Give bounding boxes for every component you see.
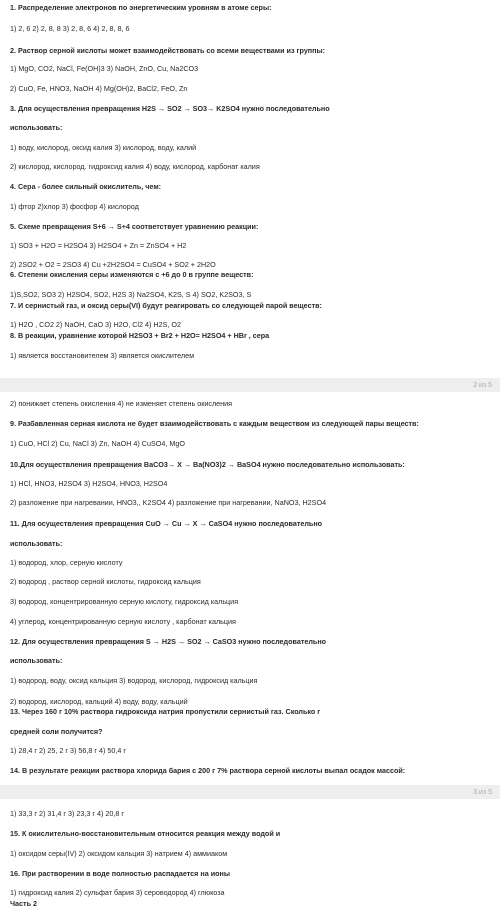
question-11: 11. Для осуществления превращения CuO → Cu → X → CaSO4 нужно последовательно	[10, 519, 323, 528]
question-9: 9. Разбавленная серная кислота не будет взаимодействовать с каждым веществом из следующей пары веществ:	[10, 419, 419, 428]
question-11-continuation: использовать:	[10, 539, 63, 548]
question-8: 8. В реакции, уравнение которой H2SO3 + Br2 + H2O= H2SO4 + HBr , сера	[10, 331, 270, 340]
question-6: 6. Степени окисления серы изменяются с +6 до 0 в группе веществ:	[10, 270, 254, 279]
page-break	[0, 378, 500, 392]
question-14: 14. В результате реакции раствора хлорида бария с 200 г 7% раствора серной кислоты выпал осадок массой:	[10, 766, 406, 775]
answer-options: 1) MgO, CO2, NaCl, Fe(OH)3 3) NaOH, ZnO, Cu, Na2CO3	[10, 64, 199, 73]
answer-options: 1) является восстановителем 3) является окислителем	[10, 351, 195, 360]
answer-options: 1) CuO, HCl 2) Cu, NaCl 3) Zn, NaOH 4) CuSO4, MgO	[10, 439, 185, 448]
answer-options: 1) воду, кислород, оксид калия 3) кислород, воду, калий	[10, 143, 197, 152]
answer-options: 1) HCl, HNO3, H2SO4 3) H2SO4, HNO3, H2SO4	[10, 479, 168, 488]
answer-options: 1) 33,3 г 2) 31,4 г 3) 23,3 г 4) 20,8 г	[10, 809, 124, 818]
question-5: 5. Схеме превращения S+6 → S+4 соответствует уравнению реакции:	[10, 222, 259, 231]
answer-option: 4) углерод, концентрированную серную кислоту , карбонат кальция	[10, 617, 236, 626]
question-3: 3. Для осуществления превращения H2S → SO2 → SO3→ K2SO4 нужно последовательно	[10, 104, 330, 113]
part-2-heading: Часть 2	[10, 899, 37, 908]
answer-option: 1) водород, хлор, серную кислоту	[10, 558, 123, 567]
page-marker: 3 из 5	[473, 789, 492, 796]
question-12: 12. Для осуществления превращения S → H2S → SO2 → CaSO3 нужно последовательно	[10, 637, 327, 646]
question-10: 10.Для осуществления превращения BaCO3→ X → Ba(NO3)2 → BaSO4 нужно последовательно использовать:	[10, 460, 405, 469]
question-1: 1. Распределение электронов по энергетическим уровням в атоме серы:	[10, 3, 272, 12]
answer-options: 1) 2, 6 2) 2, 8, 8 3) 2, 8, 6 4) 2, 8, 8, 6	[10, 24, 130, 33]
answer-option: 3) водород, концентрированную серную кислоту, гидроксид кальция	[10, 597, 239, 606]
question-7: 7. И сернистый газ, и оксид серы(VI) будут реагировать со следующей парой веществ:	[10, 301, 322, 310]
answer-options: 1)S,SO2, SO3 2) H2SO4, SO2, H2S 3) Na2SO4, K2S, S 4) SO2, K2SO3, S	[10, 290, 252, 299]
answer-options: 1) фтор 2)хлор 3) фосфор 4) кислород	[10, 202, 139, 211]
question-15: 15. К окислительно-восстановительным относится реакция между водой и	[10, 829, 281, 838]
question-3-continuation: использовать:	[10, 123, 63, 132]
answer-options: 1) SO3 + H2O = H2SO4 3) H2SO4 + Zn = ZnSO4 + H2	[10, 241, 187, 250]
answer-options: 2) 2SO2 + O2 = 2SO3 4) Cu +2H2SO4 = CuSO4 + SO2 + 2H2O	[10, 260, 216, 269]
answer-options: 1) H2O , CO2 2) NaOH, CaO 3) H2O, Cl2 4) H2S, O2	[10, 320, 181, 329]
answer-options: 2) водород, кислород, кальций 4) воду, воду, кальций	[10, 697, 188, 706]
page-break	[0, 785, 500, 799]
answer-options: 1) гидроксид калия 2) сульфат бария 3) сероводород 4) глюкоза	[10, 888, 225, 897]
answer-options: 2) разложение при нагревании, HNO3,, K2SO4 4) разложение при нагревании, NaNO3, H2SO4	[10, 498, 327, 507]
page-marker: 2 из 5	[473, 382, 492, 389]
question-12-continuation: использовать:	[10, 656, 63, 665]
answer-options: 1) водород, воду, оксид кальция 3) водород, кислород, гидроксид кальция	[10, 676, 258, 685]
answer-options: 1) 28,4 г 2) 25, 2 г 3) 56,8 г 4) 50,4 г	[10, 746, 126, 755]
answer-options: 2) понижает степень окисления 4) не изменяет степень окисления	[10, 399, 233, 408]
question-13-continuation: средней соли получится?	[10, 727, 103, 736]
question-2: 2. Раствор серной кислоты может взаимодействовать со всеми веществами из группы:	[10, 46, 326, 55]
question-16: 16. При растворении в воде полностью распадается на ионы	[10, 869, 230, 878]
answer-options: 2) кислород, кислород. гидроксид калия 4) воду, кислород, карбонат калия	[10, 162, 260, 171]
answer-options: 2) CuO, Fe, HNO3, NaOH 4) Mg(OH)2, BaCl2, FeO, Zn	[10, 84, 188, 93]
question-4: 4. Сера - более сильный окислитель, чем:	[10, 182, 162, 191]
question-13: 13. Через 160 г 10% раствора гидроксида натрия пропустили сернистый газ. Сколько г	[10, 707, 321, 716]
answer-options: 1) оксидом серы(IV) 2) оксидом кальция 3) натрием 4) аммиаком	[10, 849, 228, 858]
answer-option: 2) водород , раствор серной кислоты, гидроксид кальция	[10, 577, 201, 586]
